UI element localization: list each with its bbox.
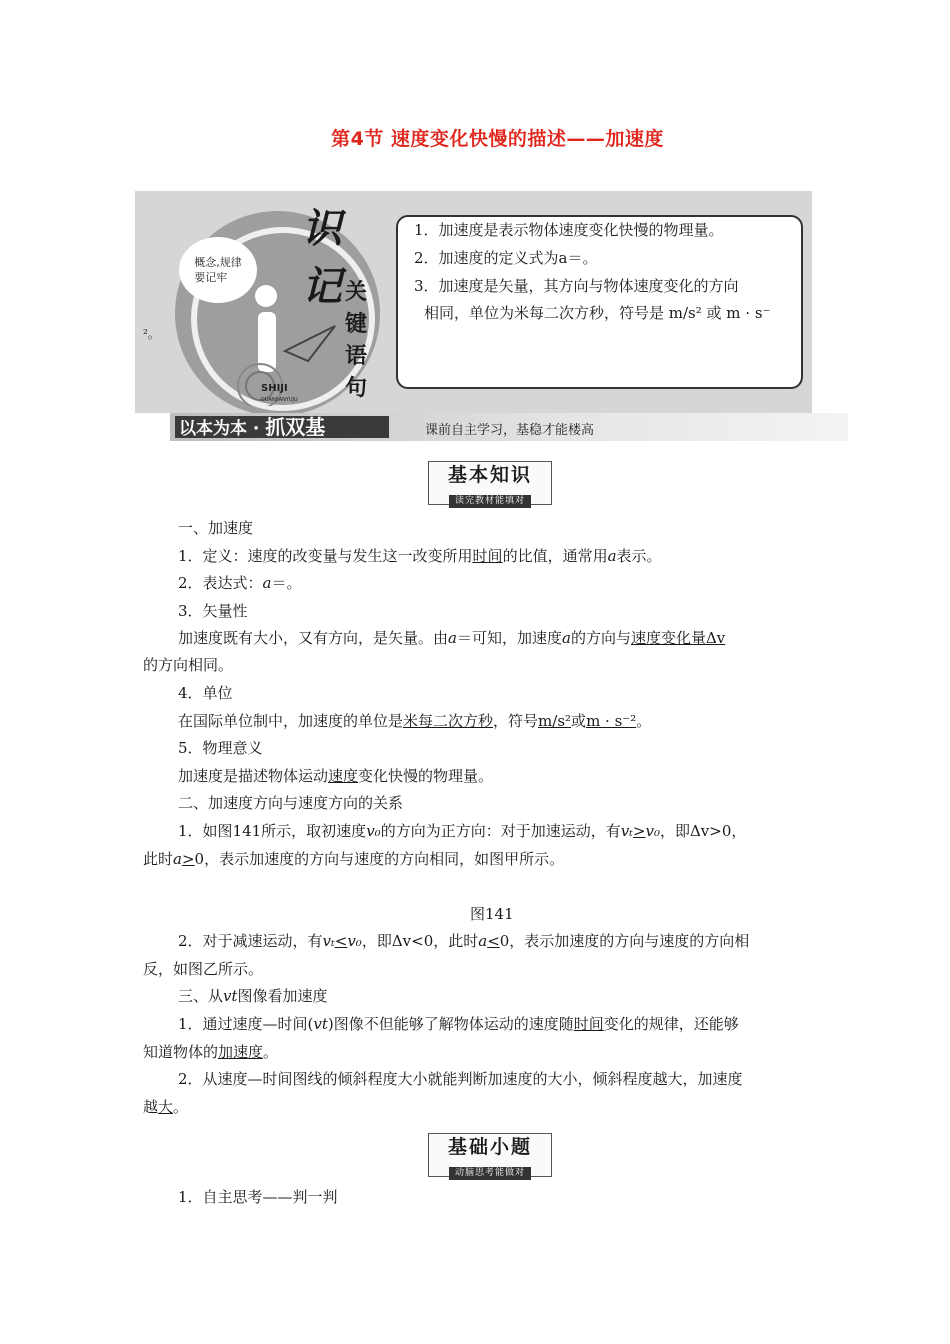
underlined-term: < <box>487 932 500 950</box>
variable: v₀ <box>645 822 660 840</box>
vertical-char: 键 <box>345 312 368 337</box>
text: 0，表示加速度的方向与速度的方向相同，如图甲所示。 <box>194 850 565 868</box>
paragraph <box>178 628 725 648</box>
underlined-term: 加速度 <box>218 1043 264 1061</box>
text: 加速度既有大小，又有方向，是矢量。由 <box>178 629 449 647</box>
underlined-term: m/s² <box>538 712 572 730</box>
underlined-term: < <box>334 932 348 950</box>
paragraph: 4．单位 <box>178 684 233 702</box>
variable: a <box>173 850 182 868</box>
variable: vt <box>223 987 238 1005</box>
bubble-line: 概念,规律 <box>194 256 242 269</box>
text: 变化快慢的物理量。 <box>358 767 494 785</box>
heading-2: 二、加速度方向与速度方向的关系 <box>178 794 404 812</box>
variable: vt <box>313 1015 328 1033</box>
paragraph: 反，如图乙所示。 <box>143 960 264 978</box>
text: 或 <box>571 712 587 730</box>
text: ，符号 <box>493 712 539 730</box>
text: 表示。 <box>616 547 662 565</box>
key-point: 1．加速度是表示物体速度变化快慢的物理量。 <box>414 221 724 239</box>
paragraph <box>143 1097 188 1117</box>
underlined-term: 时间 <box>573 1015 604 1033</box>
underlined-term: 时间 <box>472 547 503 565</box>
text: 越 <box>143 1098 159 1116</box>
paragraph <box>143 849 564 869</box>
strip-label-bold: 抓双基 <box>265 415 326 439</box>
paragraph: 2．从速度—时间图线的倾斜程度大小就能判断加速度的大小，倾斜程度越大，加速度 <box>178 1070 743 1088</box>
paragraph <box>178 766 493 786</box>
text: 图像看加速度 <box>237 987 328 1005</box>
underlined-term: 大 <box>158 1098 174 1116</box>
heading-3 <box>178 986 328 1006</box>
text: 0，表示加速度的方向与速度的方向相 <box>499 932 750 950</box>
key-point: 相同，单位为米每二次方秒，符号是 m/s² 或 m · s⁻ <box>424 304 771 322</box>
shiji-sub-label: GUANJIANYUJU <box>261 397 298 403</box>
text: 2．对于减速运动，有 <box>178 932 323 950</box>
text: 变化的规律，还能够 <box>603 1015 739 1033</box>
text: 。 <box>636 712 652 730</box>
paragraph: 5．物理意义 <box>178 739 263 757</box>
text: 2．表达式： <box>178 574 263 592</box>
variable: vₜ <box>620 822 633 840</box>
paragraph <box>178 546 662 566</box>
strip-text: 课前自主学习，基稳才能楼高 <box>425 423 595 438</box>
strip-label-text: 以本为本 · <box>179 419 266 439</box>
paragraph: 的方向相同。 <box>143 656 234 674</box>
text: 知道物体的 <box>143 1043 219 1061</box>
section-header-basic-questions <box>428 1133 552 1177</box>
text: 此时 <box>143 850 174 868</box>
heading-1: 一、加速度 <box>178 519 254 537</box>
key-points-banner <box>135 191 812 413</box>
underlined-term: > <box>632 822 646 840</box>
variable: a <box>561 629 571 647</box>
vertical-char: 句 <box>345 376 368 401</box>
underlined-term: 速度 <box>328 767 359 785</box>
text: ＝可知，加速度 <box>456 629 562 647</box>
variable: a <box>262 574 272 592</box>
paragraph <box>178 573 302 593</box>
big-char: 记 <box>302 264 342 310</box>
paragraph <box>178 1014 739 1034</box>
page-title: 第4节 速度变化快慢的描述——加速度 <box>331 128 664 150</box>
text: 三、从 <box>178 987 224 1005</box>
text: 的比值，通常用 <box>502 547 608 565</box>
text: ，即Δv<0，此时 <box>361 932 479 950</box>
variable: a <box>448 629 457 647</box>
variable: v₀ <box>347 932 362 950</box>
text: 1．通过速度—时间( <box>178 1015 314 1033</box>
paragraph <box>178 931 749 951</box>
strip-label <box>175 416 389 438</box>
key-point: 3．加速度是矢量，其方向与物体速度变化的方向 <box>414 277 739 295</box>
section-strip <box>170 413 848 441</box>
text: ，即Δv>0， <box>659 822 747 840</box>
question: 1．自主思考——判一判 <box>178 1188 338 1206</box>
text: ＝。 <box>271 574 302 592</box>
paragraph <box>178 821 746 841</box>
text: 1．如图141所示，取初速度 <box>178 822 367 840</box>
underlined-term: 米每二次方秒 <box>403 712 494 730</box>
key-point: 2．加速度的定义式为a＝。 <box>414 249 598 267</box>
key-points-card <box>396 215 803 389</box>
variable: v₀ <box>366 822 381 840</box>
text: 1．定义：速度的改变量与发生这一改变所用 <box>178 547 473 565</box>
text: 的方向为正方向：对于加速运动，有 <box>380 822 621 840</box>
section-header-sub: 读完教材能填对 <box>449 495 531 508</box>
overflow-tail: ²。 <box>143 327 160 341</box>
text: 在国际单位制中，加速度的单位是 <box>178 712 404 730</box>
bubble-line: 要记牢 <box>194 271 228 284</box>
paragraph <box>143 1042 278 1062</box>
variable: a <box>607 547 617 565</box>
paragraph: 3．矢量性 <box>178 602 248 620</box>
shiji-label: SHIJI <box>261 383 288 394</box>
section-header-sub: 动脑思考能做对 <box>449 1167 531 1180</box>
variable: a <box>478 932 488 950</box>
text: 。 <box>263 1043 279 1061</box>
text: 的方向与 <box>570 629 631 647</box>
underlined-term: > <box>181 850 195 868</box>
text: 。 <box>173 1098 189 1116</box>
text: 加速度是描述物体运动 <box>178 767 329 785</box>
big-char: 识 <box>302 206 342 252</box>
vertical-char: 关 <box>345 280 368 305</box>
underlined-term: m · s⁻² <box>586 712 637 730</box>
paragraph <box>178 711 651 731</box>
section-header-basic-knowledge <box>428 461 552 505</box>
text: )图像不但能够了解物体运动的速度随 <box>327 1015 574 1033</box>
vertical-char: 语 <box>345 344 368 369</box>
variable: vₜ <box>322 932 335 950</box>
figure-caption: 图141 <box>470 905 514 923</box>
section-header-title: 基本知识 <box>447 464 532 486</box>
section-header-title: 基础小题 <box>447 1136 532 1158</box>
underlined-term: 速度变化量Δv <box>630 629 726 647</box>
